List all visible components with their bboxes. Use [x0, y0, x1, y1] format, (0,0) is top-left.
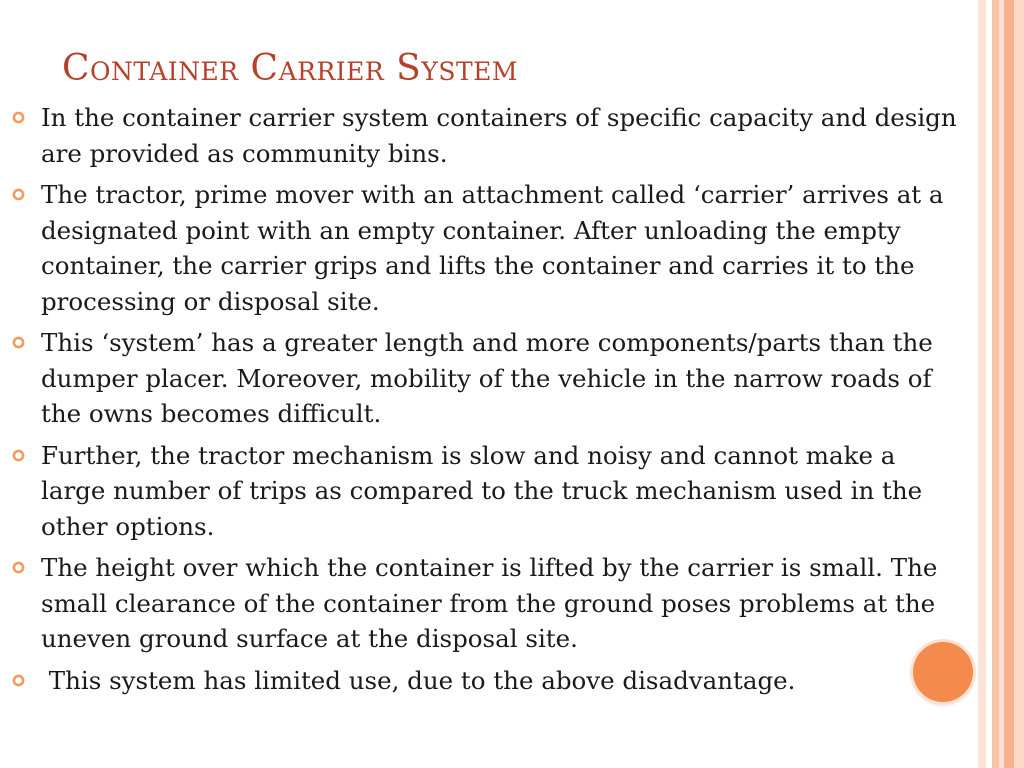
- bullet-text: Further, the tractor mechanism is slow and noisy and cannot make a large number of trips as compared to the truck mechanism used in the other options.: [41, 440, 923, 541]
- bullet-item: [0, 663, 980, 699]
- hollow-circle-bullet-icon: [12, 449, 25, 462]
- decorative-stripe: [1014, 0, 1024, 768]
- hollow-circle-bullet-icon: [12, 111, 25, 124]
- bullet-item: [0, 100, 980, 171]
- slide-title: Container Carrier System: [62, 48, 518, 89]
- bullet-text: In the container carrier system containers of specific capacity and design are provided as community bins.: [41, 103, 957, 168]
- hollow-circle-bullet-icon: [12, 188, 25, 201]
- bullet-list: [0, 100, 980, 704]
- decorative-orange-circle: [913, 642, 973, 702]
- decorative-stripe: [1004, 0, 1014, 768]
- bullet-item: [0, 325, 980, 432]
- hollow-circle-bullet-icon: [12, 561, 25, 574]
- decorative-stripe: [992, 0, 999, 768]
- hollow-circle-bullet-icon: [12, 674, 25, 687]
- bullet-item: [0, 550, 980, 657]
- bullet-text: The tractor, prime mover with an attachment called ‘carrier’ arrives at a designated point with an empty container. After unloading the empty container, the carrier grips and lifts the container and carries it to the processing or disposal site.: [41, 180, 944, 316]
- hollow-circle-bullet-icon: [12, 336, 25, 349]
- bullet-item: [0, 177, 980, 319]
- bullet-text: This ‘system’ has a greater length and more components/parts than the dumper placer. Moreover, mobility of the vehicle in the narrow roads of the owns becomes difficult.: [41, 328, 933, 428]
- bullet-text: The height over which the container is lifted by the carrier is small. The small clearance of the container from the ground poses problems at the uneven ground surface at the disposal site.: [41, 553, 938, 653]
- bullet-text: This system has limited use, due to the above disadvantage.: [41, 665, 796, 695]
- bullet-item: [0, 438, 980, 545]
